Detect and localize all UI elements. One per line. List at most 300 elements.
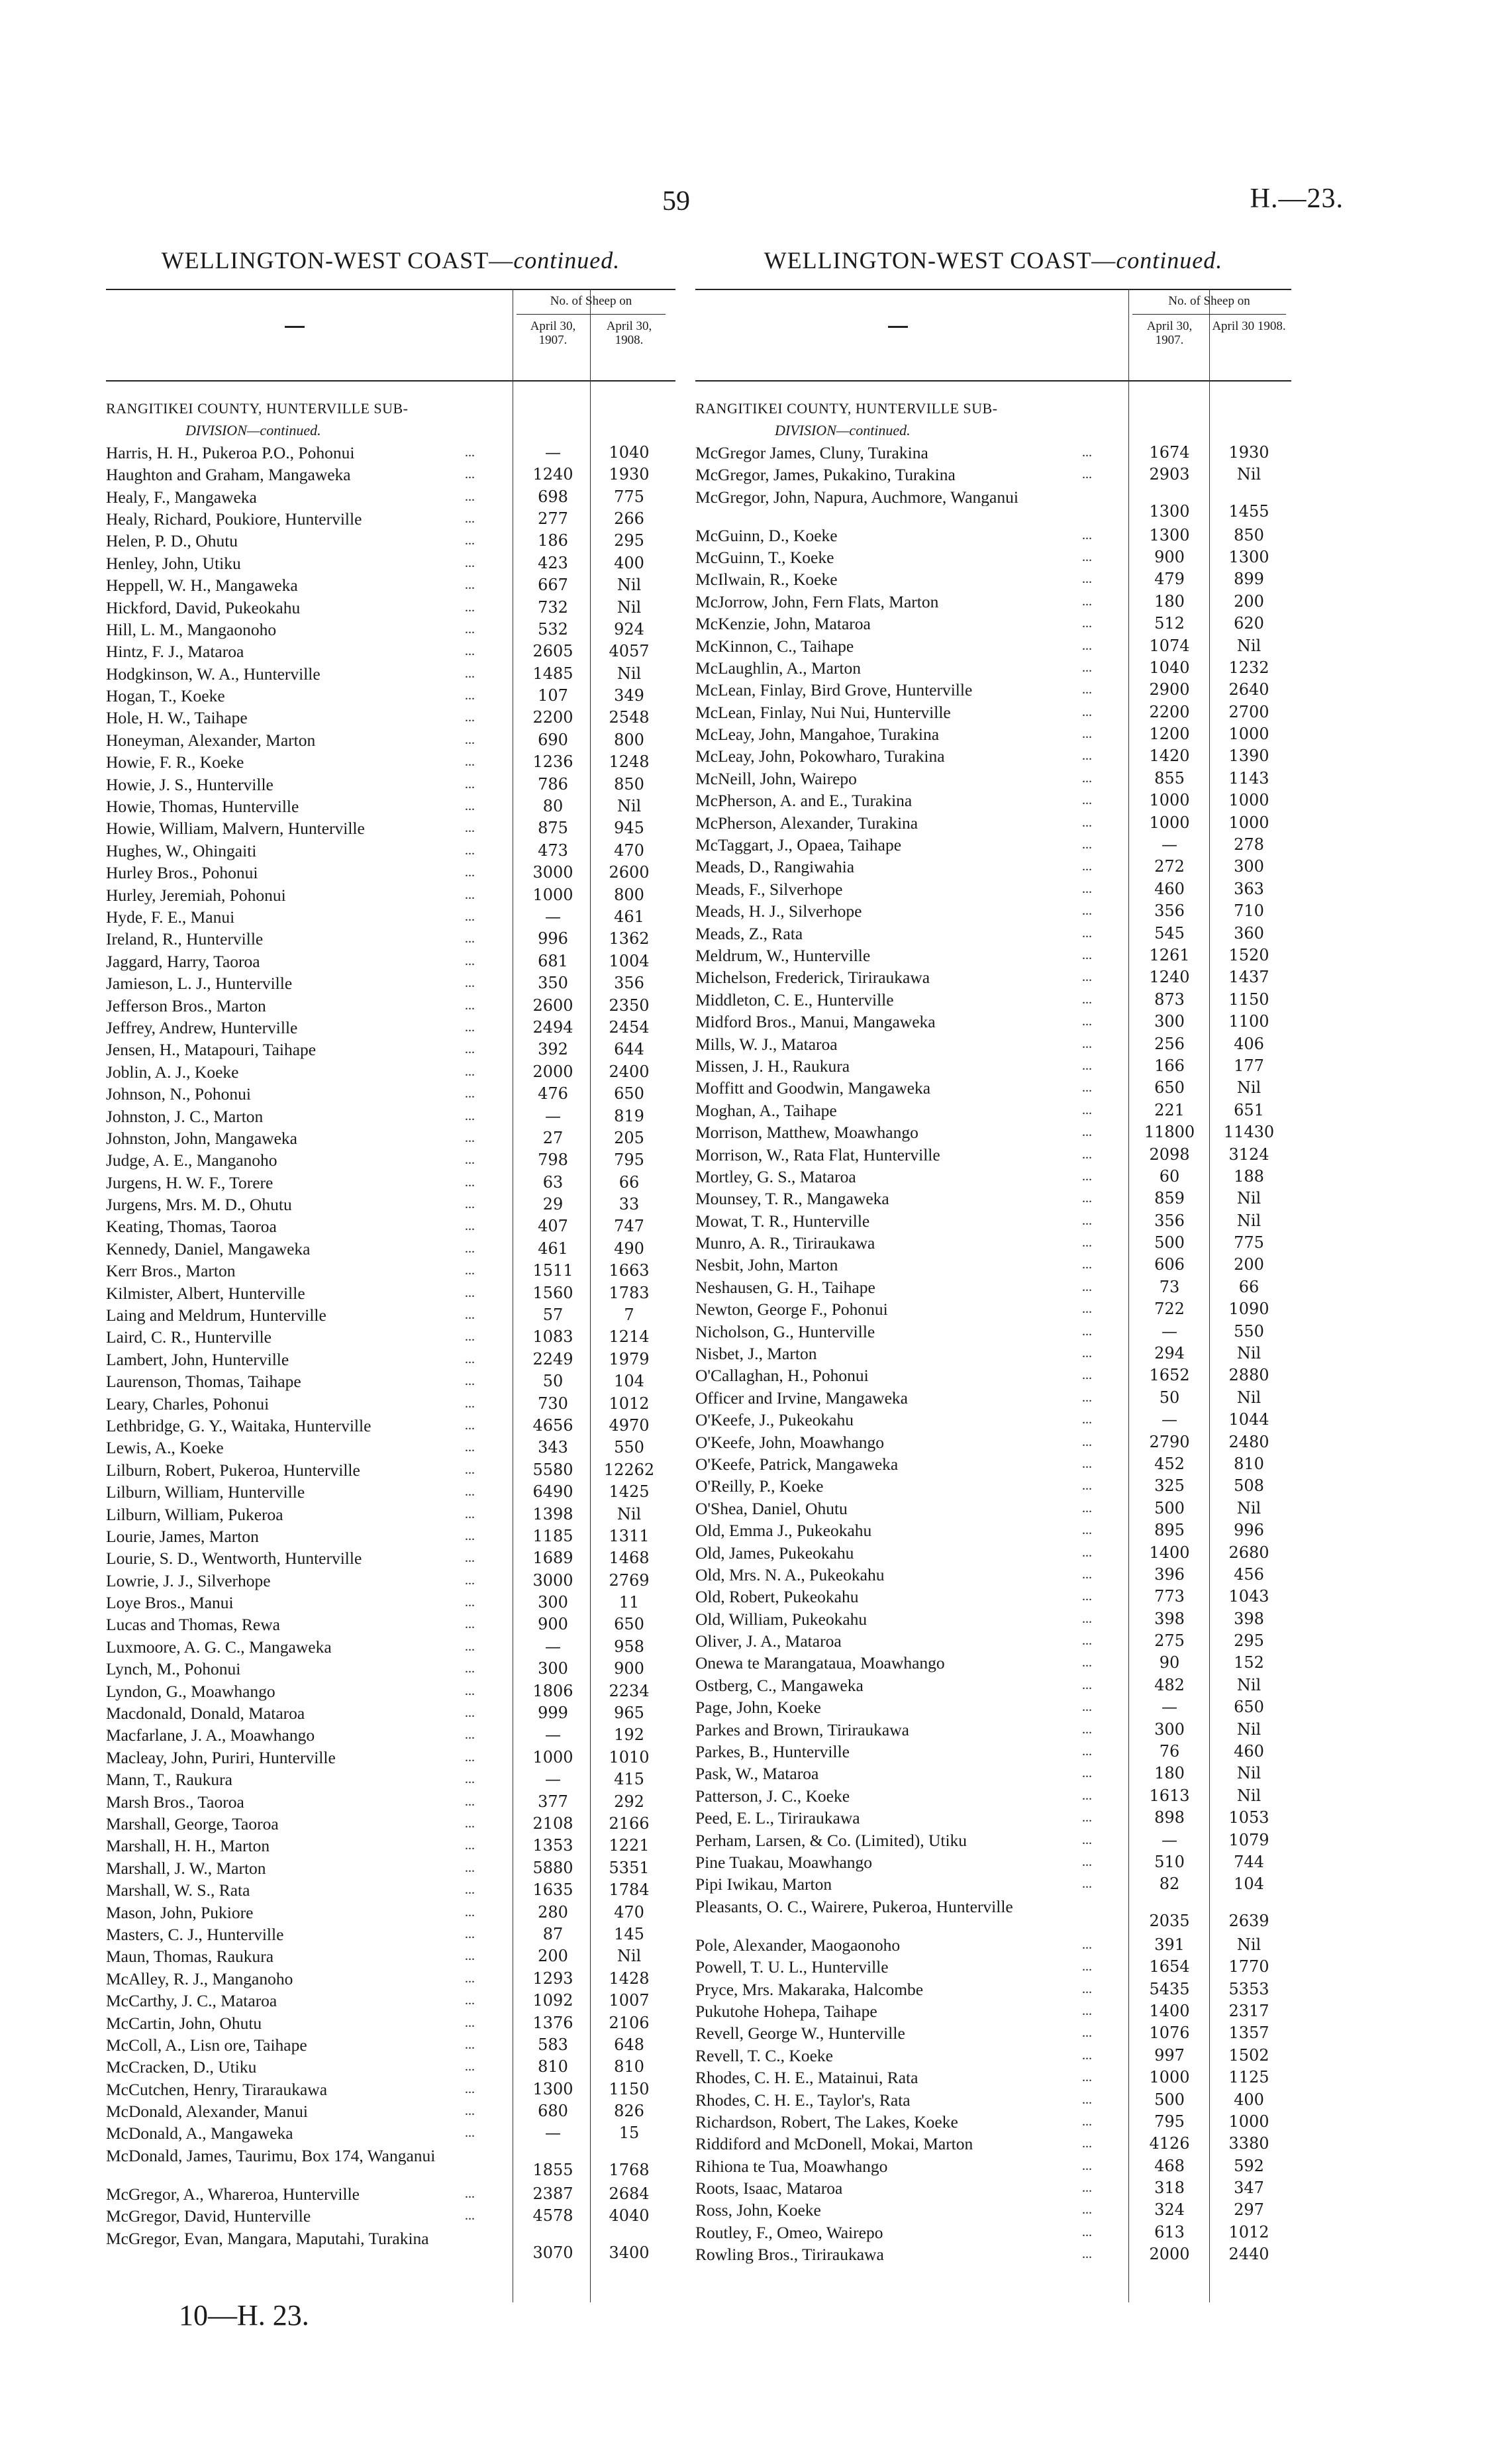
leader-dots: ... bbox=[1082, 2181, 1092, 2196]
owner-name: Pleasants, O. C., Wairere, Pukeroa, Hunterville bbox=[695, 1897, 1013, 1916]
owner-name: Mowat, T. R., Hunterville bbox=[695, 1211, 870, 1231]
leader-dots: ... bbox=[1082, 1125, 1092, 1140]
sheep-1907: 2098 bbox=[1149, 1145, 1190, 1164]
sheep-1907: 180 bbox=[1154, 591, 1185, 611]
leader-dots: ... bbox=[1082, 2247, 1092, 2262]
table-row bbox=[106, 530, 675, 552]
owner-name: Hughes, W., Ohingaiti bbox=[106, 841, 257, 860]
owner-name: McGuinn, D., Koeke bbox=[695, 525, 838, 545]
leader-dots: ... bbox=[1082, 2003, 1092, 2018]
table-row bbox=[695, 1498, 1291, 1519]
owner-name: Laing and Meldrum, Hunterville bbox=[106, 1306, 326, 1325]
sheep-1907: — bbox=[545, 442, 561, 462]
owner-name: Onewa te Marangataua, Moawhango bbox=[695, 1653, 945, 1673]
sheep-1907: 11800 bbox=[1144, 1123, 1195, 1142]
owner-name: McAlley, R. J., Manganoho bbox=[106, 1969, 293, 1988]
sheep-1908: Nil bbox=[617, 1504, 642, 1523]
sheep-1907: 2108 bbox=[532, 1814, 573, 1833]
owner-name: Morrison, W., Rata Flat, Hunterville bbox=[695, 1145, 940, 1164]
table-row bbox=[695, 1121, 1291, 1143]
owner-name: Hole, H. W., Taihape bbox=[106, 708, 248, 728]
owner-name: Kilmister, Albert, Hunterville bbox=[106, 1283, 305, 1303]
sheep-1907: 294 bbox=[1154, 1344, 1185, 1363]
table-row bbox=[695, 1033, 1291, 1055]
table-row bbox=[106, 1282, 675, 1304]
owner-name: Lowrie, J. J., Silverhope bbox=[106, 1570, 271, 1590]
sheep-1907: 1420 bbox=[1149, 746, 1190, 766]
table-row bbox=[695, 1696, 1291, 1718]
sheep-1907: 272 bbox=[1154, 857, 1185, 876]
owner-name: O'Keefe, John, Moawhango bbox=[695, 1432, 885, 1452]
sheep-1907: 300 bbox=[1154, 1720, 1185, 1739]
sheep-1907: 82 bbox=[1159, 1874, 1180, 1894]
leader-dots: ... bbox=[465, 865, 475, 880]
owner-name: Ireland, R., Hunterville bbox=[106, 929, 264, 949]
table-row bbox=[695, 812, 1291, 834]
owner-name: O'Callaghan, H., Pohonui bbox=[695, 1366, 869, 1386]
leader-dots: ... bbox=[1082, 1937, 1092, 1952]
table-row bbox=[106, 729, 675, 751]
header-dash bbox=[888, 326, 908, 328]
sheep-1907: 407 bbox=[538, 1217, 568, 1236]
sheep-1908: Nil bbox=[1236, 1786, 1262, 1805]
sheep-1908: 550 bbox=[614, 1438, 644, 1457]
sheep-1908: 349 bbox=[614, 686, 644, 705]
leader-dots: ... bbox=[465, 953, 475, 968]
owner-name: Hurley, Jeremiah, Pohonui bbox=[106, 885, 286, 905]
sheep-1907: 1074 bbox=[1149, 636, 1190, 655]
sheep-1907: 4656 bbox=[532, 1415, 573, 1435]
section-heading bbox=[695, 397, 1291, 419]
sheep-1907: 57 bbox=[542, 1306, 564, 1325]
owner-name: Howie, William, Malvern, Hunterville bbox=[106, 819, 365, 839]
sheep-1907: 1000 bbox=[1149, 2068, 1190, 2087]
sheep-1908: 1053 bbox=[1228, 1808, 1269, 1827]
sheep-1908: 1007 bbox=[609, 1991, 650, 2010]
sheep-1908: 12262 bbox=[603, 1460, 655, 1479]
header-april-1908: April 30, 1908. bbox=[606, 319, 652, 347]
leader-dots: ... bbox=[465, 1153, 475, 1168]
sheep-1907: 4578 bbox=[532, 2206, 573, 2226]
sheep-1908: 1455 bbox=[1228, 501, 1269, 521]
owner-name: Riddiford and McDonell, Mokai, Marton bbox=[695, 2134, 973, 2154]
table-row bbox=[106, 1570, 675, 1592]
owner-name: Lethbridge, G. Y., Waitaka, Hunterville bbox=[106, 1415, 372, 1435]
sheep-1907: 681 bbox=[538, 951, 568, 970]
owner-name: Marshall, W. S., Rata bbox=[106, 1880, 250, 1900]
leader-dots: ... bbox=[1082, 748, 1092, 764]
sheep-1908: Nil bbox=[1236, 1189, 1262, 1208]
leader-dots: ... bbox=[1082, 1832, 1092, 1847]
leader-dots: ... bbox=[465, 2059, 475, 2075]
sheep-1908: 11430 bbox=[1223, 1123, 1275, 1142]
owner-name: Howie, J. S., Hunterville bbox=[106, 774, 273, 794]
sheep-1908: 470 bbox=[614, 841, 644, 860]
sheep-1907: 500 bbox=[1154, 1498, 1185, 1517]
sheep-1907: 999 bbox=[538, 1704, 568, 1723]
table-row bbox=[695, 1144, 1291, 1166]
table-row bbox=[695, 1542, 1291, 1564]
sheep-1908: 810 bbox=[1234, 1454, 1264, 1473]
table-row bbox=[695, 701, 1291, 723]
sheep-1907: 2600 bbox=[532, 996, 573, 1015]
leader-dots: ... bbox=[465, 1329, 475, 1345]
leader-dots: ... bbox=[1082, 527, 1092, 542]
owner-name: McLean, Finlay, Nui Nui, Hunterville bbox=[695, 702, 951, 722]
owner-name: Healy, Richard, Poukiore, Hunterville bbox=[106, 509, 362, 529]
leader-dots: ... bbox=[1082, 1633, 1092, 1649]
sheep-1908: 66 bbox=[1238, 1277, 1260, 1296]
leader-dots: ... bbox=[465, 533, 475, 548]
section-heading bbox=[106, 397, 675, 419]
sheep-1907: 690 bbox=[538, 730, 568, 749]
owner-name: McPherson, A. and E., Turakina bbox=[695, 791, 913, 811]
table-row bbox=[695, 1100, 1291, 1121]
owner-name: Parkes, B., Hunterville bbox=[695, 1742, 850, 1762]
sheep-1908: 7 bbox=[624, 1306, 634, 1325]
sheep-1907: 186 bbox=[538, 531, 568, 550]
sheep-1908: 5353 bbox=[1228, 1979, 1269, 1998]
sheep-1908: 2600 bbox=[609, 863, 650, 882]
leader-dots: ... bbox=[1082, 815, 1092, 830]
sheep-1907: 396 bbox=[1154, 1565, 1185, 1584]
table-row bbox=[106, 1083, 675, 1105]
table-row bbox=[106, 796, 675, 817]
sheep-1908: Nil bbox=[1236, 465, 1262, 484]
table-row bbox=[106, 1017, 675, 1039]
owner-name: Newton, George F., Pohonui bbox=[695, 1300, 888, 1319]
table-row bbox=[106, 1769, 675, 1790]
leader-dots: ... bbox=[1082, 1744, 1092, 1759]
leader-dots: ... bbox=[1082, 682, 1092, 697]
sheep-1908: 2640 bbox=[1228, 680, 1269, 699]
sheep-1907: 2000 bbox=[532, 1062, 573, 1081]
owner-name: McJorrow, John, Fern Flats, Marton bbox=[695, 591, 939, 611]
table-row bbox=[106, 574, 675, 596]
owner-name: Peed, E. L., Tiriraukawa bbox=[695, 1808, 860, 1828]
owner-name: Joblin, A. J., Koeke bbox=[106, 1062, 239, 1082]
sheep-1908: Nil bbox=[617, 597, 642, 617]
column-title-suffix: continued. bbox=[513, 247, 620, 274]
sheep-1907: 1000 bbox=[532, 1747, 573, 1767]
column-title-text: WELLINGTON-WEST COAST— bbox=[161, 247, 514, 274]
leader-dots: ... bbox=[1082, 2026, 1092, 2041]
table-row bbox=[695, 1630, 1291, 1652]
sheep-1907: 1855 bbox=[532, 2160, 573, 2179]
table-row bbox=[695, 1409, 1291, 1431]
leader-dots: ... bbox=[465, 1241, 475, 1256]
sheep-1908: 924 bbox=[614, 619, 644, 639]
table-row bbox=[695, 900, 1291, 922]
sheep-1908: 490 bbox=[614, 1239, 644, 1258]
leader-dots: ... bbox=[465, 732, 475, 747]
sheep-1908: 1428 bbox=[609, 1969, 650, 1988]
sheep-1908: 15 bbox=[619, 2124, 640, 2143]
owner-name: Lewis, A., Koeke bbox=[106, 1438, 224, 1458]
owner-name: Pipi Iwikau, Marton bbox=[695, 1874, 832, 1894]
table-row bbox=[106, 1835, 675, 1857]
table-row bbox=[695, 1851, 1291, 1873]
leader-dots: ... bbox=[1082, 1346, 1092, 1361]
sheep-1908: 1150 bbox=[609, 2079, 650, 2098]
sheep-1907: 875 bbox=[538, 819, 568, 838]
sheep-1907: 798 bbox=[538, 1151, 568, 1170]
leader-dots: ... bbox=[1082, 1080, 1092, 1096]
sheep-1907: 2387 bbox=[532, 2184, 573, 2203]
sheep-1907: 60 bbox=[1159, 1166, 1180, 1186]
sheep-1907: 461 bbox=[538, 1239, 568, 1258]
sheep-1908: 292 bbox=[614, 1792, 644, 1811]
table-row bbox=[695, 2089, 1291, 2111]
table-row bbox=[695, 1077, 1291, 1099]
table-body bbox=[106, 397, 675, 2266]
sheep-1908: 965 bbox=[614, 1704, 644, 1723]
owner-name: Keating, Thomas, Taoroa bbox=[106, 1217, 277, 1237]
owner-name: Healy, F., Mangaweka bbox=[106, 487, 257, 507]
leader-dots: ... bbox=[1082, 1611, 1092, 1626]
leader-dots: ... bbox=[465, 1949, 475, 1964]
leader-dots: ... bbox=[1082, 1036, 1092, 1051]
sheep-1908: 1012 bbox=[609, 1394, 650, 1413]
leader-dots: ... bbox=[465, 1706, 475, 1721]
leader-dots: ... bbox=[465, 1727, 475, 1743]
table-row bbox=[695, 1719, 1291, 1741]
sheep-1907: 1674 bbox=[1149, 442, 1190, 462]
sheep-1907: 76 bbox=[1159, 1742, 1180, 1761]
table-row bbox=[106, 774, 675, 796]
sheep-1907: 1300 bbox=[1149, 501, 1190, 521]
sheep-1908: 356 bbox=[614, 974, 644, 993]
sheep-1908: 152 bbox=[1234, 1653, 1264, 1672]
sheep-1907: 613 bbox=[1154, 2222, 1185, 2241]
table-body bbox=[695, 397, 1291, 2266]
sheep-1907: 29 bbox=[542, 1195, 564, 1214]
sheep-1908: 1100 bbox=[1228, 1012, 1269, 1031]
table-row bbox=[106, 685, 675, 707]
owner-name: Jensen, H., Matapouri, Taihape bbox=[106, 1040, 317, 1060]
table-row bbox=[106, 1238, 675, 1260]
sheep-1908: Nil bbox=[1236, 1764, 1262, 1783]
leader-dots: ... bbox=[1082, 444, 1092, 460]
leader-dots: ... bbox=[465, 599, 475, 615]
sheep-1907: 482 bbox=[1154, 1675, 1185, 1694]
owner-name: McCartin, John, Ohutu bbox=[106, 2013, 262, 2033]
owner-name: Kerr Bros., Marton bbox=[106, 1261, 236, 1281]
sheep-1907: 63 bbox=[542, 1172, 564, 1192]
sheep-1908: 4057 bbox=[609, 642, 650, 661]
sheep-1908: 1390 bbox=[1228, 746, 1269, 766]
table-row bbox=[106, 486, 675, 508]
table-row bbox=[695, 1586, 1291, 1608]
owner-name: Maun, Thomas, Raukura bbox=[106, 1947, 274, 1967]
section-heading-cont-text: DIVISION—continued. bbox=[775, 422, 911, 439]
header-april-1907: April 30, 1907. bbox=[530, 319, 576, 347]
leader-dots: ... bbox=[1082, 1655, 1092, 1670]
leader-dots: ... bbox=[465, 666, 475, 681]
table-row bbox=[106, 464, 675, 486]
sheep-1907: 73 bbox=[1159, 1277, 1180, 1296]
owner-name: Howie, Thomas, Hunterville bbox=[106, 797, 299, 817]
leader-dots: ... bbox=[1082, 903, 1092, 919]
table-row bbox=[106, 1215, 675, 1237]
sheep-1908: 1000 bbox=[1228, 813, 1269, 832]
sheep-1908: 1248 bbox=[609, 752, 650, 772]
table-row bbox=[695, 1608, 1291, 1630]
table-row bbox=[695, 1276, 1291, 1298]
owner-name: McGuinn, T., Koeke bbox=[695, 547, 834, 567]
table-row bbox=[695, 1519, 1291, 1541]
owner-name: Johnson, N., Pohonui bbox=[106, 1084, 251, 1104]
sheep-1908: 2684 bbox=[609, 2184, 650, 2203]
table-row bbox=[106, 2205, 675, 2227]
sheep-1907: 5880 bbox=[532, 1858, 573, 1877]
table-row bbox=[106, 552, 675, 574]
sheep-1908: 1012 bbox=[1228, 2222, 1269, 2241]
sheep-1907: — bbox=[545, 2124, 561, 2143]
sheep-1907: 500 bbox=[1154, 1233, 1185, 1253]
table-row bbox=[106, 1791, 675, 1813]
sheep-1908: Nil bbox=[617, 664, 642, 683]
owner-name: Old, William, Pukeokahu bbox=[695, 1609, 867, 1629]
sheep-1907: 2494 bbox=[532, 1017, 573, 1037]
sheep-1908: Nil bbox=[1236, 1344, 1262, 1363]
sheep-1908: 1768 bbox=[609, 2160, 650, 2179]
leader-dots: ... bbox=[465, 1551, 475, 1566]
sheep-1907: 1353 bbox=[532, 1836, 573, 1855]
sheep-1908: 4040 bbox=[609, 2206, 650, 2226]
leader-dots: ... bbox=[465, 1572, 475, 1588]
table-row bbox=[695, 1431, 1291, 1453]
leader-dots: ... bbox=[465, 1617, 475, 1632]
owner-name: McGregor, A., Whareroa, Hunterville bbox=[106, 2184, 360, 2204]
sheep-1907: 855 bbox=[1154, 768, 1185, 788]
sheep-1907: 221 bbox=[1154, 1100, 1185, 1119]
sheep-1908: 2880 bbox=[1228, 1366, 1269, 1385]
owner-name: Neshausen, G. H., Taihape bbox=[695, 1277, 875, 1297]
sheep-1908: 188 bbox=[1234, 1166, 1264, 1186]
leader-dots: ... bbox=[465, 1882, 475, 1898]
table-row bbox=[106, 1680, 675, 1702]
owner-name: Jurgens, H. W. F., Torere bbox=[106, 1172, 273, 1192]
sheep-1908: 800 bbox=[614, 885, 644, 904]
sheep-1908: 710 bbox=[1234, 901, 1264, 921]
sheep-1907: 873 bbox=[1154, 990, 1185, 1009]
leader-dots: ... bbox=[465, 821, 475, 836]
sheep-1908: 1468 bbox=[609, 1549, 650, 1568]
leader-dots: ... bbox=[465, 555, 475, 570]
sheep-1907: 997 bbox=[1154, 2045, 1185, 2065]
table-row bbox=[695, 635, 1291, 657]
sheep-1908: 5351 bbox=[609, 1858, 650, 1877]
owner-name: Nisbet, J., Marton bbox=[695, 1344, 817, 1364]
table-row bbox=[106, 1127, 675, 1149]
owner-name: Michelson, Frederick, Tiriraukawa bbox=[695, 968, 930, 988]
sheep-1907: 1485 bbox=[532, 664, 573, 683]
table-row bbox=[695, 464, 1291, 486]
leader-dots: ... bbox=[465, 1639, 475, 1654]
sheep-1908: 295 bbox=[614, 531, 644, 550]
owner-name: McGregor, Evan, Mangara, Maputahi, Turakina bbox=[106, 2229, 429, 2247]
sheep-1908: 200 bbox=[1234, 591, 1264, 611]
owner-name: Marshall, George, Taoroa bbox=[106, 1814, 279, 1833]
table-row bbox=[106, 2056, 675, 2078]
leader-dots: ... bbox=[1082, 1412, 1092, 1427]
leader-dots: ... bbox=[1082, 704, 1092, 719]
sheep-1907: 343 bbox=[538, 1438, 568, 1457]
leader-dots: ... bbox=[1082, 593, 1092, 609]
sheep-1908: 1784 bbox=[609, 1880, 650, 1900]
leader-dots: ... bbox=[465, 1904, 475, 1920]
sheep-1908: Nil bbox=[617, 576, 642, 595]
table-row bbox=[695, 1829, 1291, 1851]
leader-dots: ... bbox=[1082, 837, 1092, 852]
leader-dots: ... bbox=[1082, 2092, 1092, 2107]
table-row bbox=[106, 1902, 675, 1924]
table-row bbox=[695, 1934, 1291, 1956]
owner-name: Pole, Alexander, Maogaonoho bbox=[695, 1935, 901, 1955]
table-row bbox=[106, 1857, 675, 1879]
leader-dots: ... bbox=[1082, 2047, 1092, 2063]
sheep-1907: 324 bbox=[1154, 2200, 1185, 2220]
owner-name: Rowling Bros., Tiriraukawa bbox=[695, 2245, 884, 2265]
sheep-1908: 400 bbox=[1234, 2090, 1264, 2109]
owner-name: Pryce, Mrs. Makaraka, Halcombe bbox=[695, 1979, 924, 1999]
sheep-1907: 87 bbox=[542, 1924, 564, 1943]
sheep-1907: 1000 bbox=[532, 885, 573, 904]
owner-name: Ross, John, Koeke bbox=[695, 2200, 821, 2220]
sheep-1907: 1076 bbox=[1149, 2024, 1190, 2043]
leader-dots: ... bbox=[1082, 1566, 1092, 1582]
owner-name: Mason, John, Pukiore bbox=[106, 1902, 254, 1922]
leader-dots: ... bbox=[1082, 2070, 1092, 2085]
sheep-1907: 1652 bbox=[1149, 1366, 1190, 1385]
sheep-1907: — bbox=[1162, 1410, 1177, 1429]
owner-name: O'Reilly, P., Koeke bbox=[695, 1476, 824, 1496]
sheep-1908: 900 bbox=[614, 1659, 644, 1678]
sheep-1907: 391 bbox=[1154, 1935, 1185, 1954]
table-row bbox=[106, 1945, 675, 1967]
left-column bbox=[106, 246, 675, 2267]
table-row bbox=[695, 1785, 1291, 1807]
owner-name: Middleton, C. E., Hunterville bbox=[695, 990, 894, 1009]
sheep-1908: 795 bbox=[614, 1151, 644, 1170]
table-row bbox=[106, 2100, 675, 2122]
leader-dots: ... bbox=[465, 1506, 475, 1521]
leader-dots: ... bbox=[465, 644, 475, 659]
owner-name: Revell, T. C., Koeke bbox=[695, 2045, 833, 2065]
sheep-1908: 651 bbox=[1234, 1100, 1264, 1119]
leader-dots: ... bbox=[465, 776, 475, 792]
leader-dots: ... bbox=[1082, 1523, 1092, 1538]
owner-name: Marshall, J. W., Marton bbox=[106, 1858, 266, 1878]
leader-dots: ... bbox=[1082, 970, 1092, 985]
sheep-1908: 996 bbox=[1234, 1521, 1264, 1540]
table-row bbox=[695, 790, 1291, 811]
sheep-1908: 363 bbox=[1234, 879, 1264, 898]
table-row bbox=[106, 1636, 675, 1658]
leader-dots: ... bbox=[465, 1595, 475, 1610]
leader-dots: ... bbox=[1082, 1500, 1092, 1515]
leader-dots: ... bbox=[465, 799, 475, 814]
leader-dots: ... bbox=[465, 688, 475, 703]
sheep-1908: 297 bbox=[1234, 2200, 1264, 2220]
sheep-1907: 452 bbox=[1154, 1454, 1185, 1473]
table-row bbox=[695, 2243, 1291, 2265]
leader-dots: ... bbox=[465, 1749, 475, 1765]
table-row bbox=[695, 1873, 1291, 1895]
sheep-1907: 1293 bbox=[532, 1969, 573, 1988]
sheep-1908: 33 bbox=[619, 1195, 640, 1214]
